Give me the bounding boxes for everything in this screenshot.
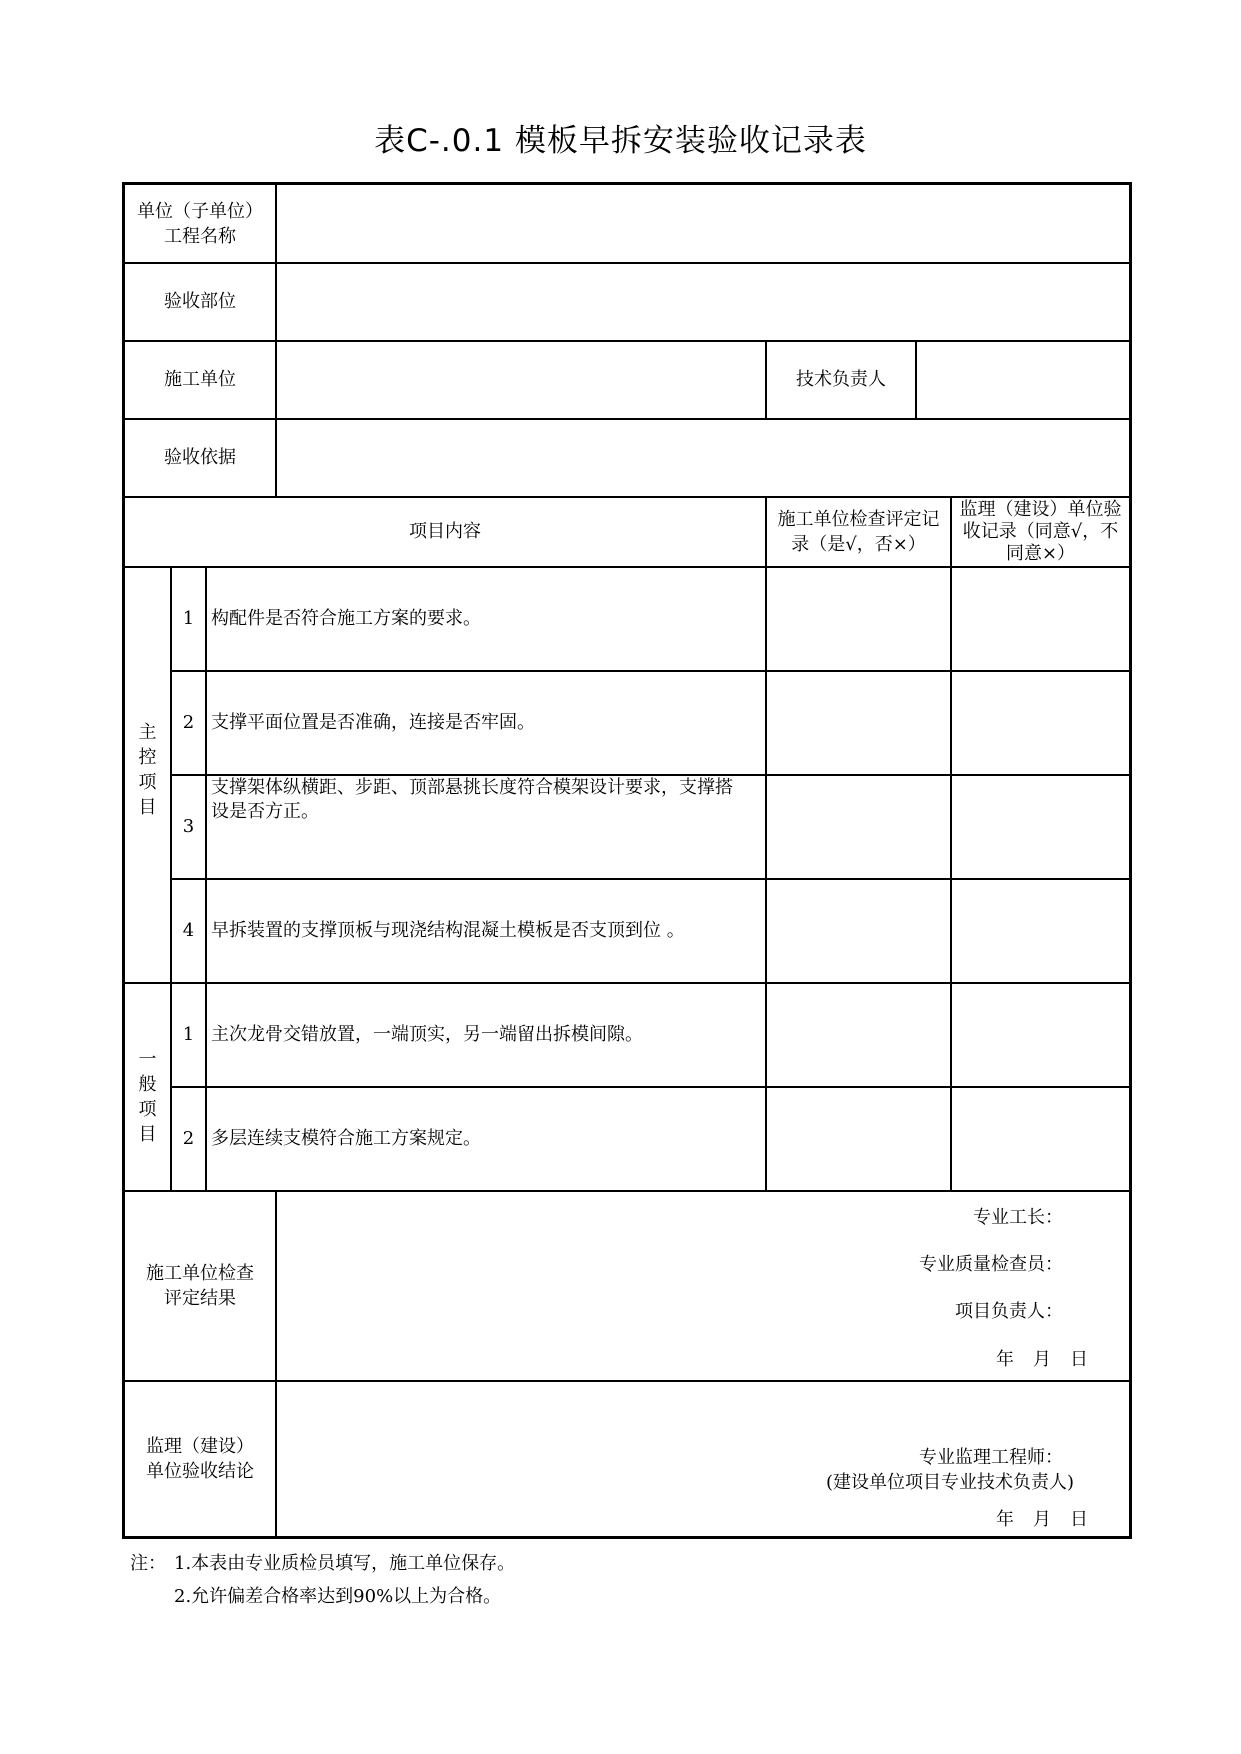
item-number: 3: [182, 816, 195, 837]
item-number: 1: [182, 608, 195, 629]
item-text: 构配件是否符合施工方案的要求。: [211, 608, 481, 629]
col-divider: [915, 340, 917, 418]
month-label: 月: [1033, 1349, 1051, 1370]
supervision-engineer-note: (建设单位项目专业技术负责人): [825, 1472, 1074, 1493]
foreman-signature-label: 专业工长：: [973, 1207, 1063, 1228]
note-line: 2.允许偏差合格率达到90%以上为合格。: [174, 1586, 502, 1607]
page-title: 表C-.0.1 模板早拆安装验收记录表: [374, 123, 867, 159]
construction-check-header: 施工单位检查评定记 录（是√，否×）: [777, 509, 940, 555]
note-line: 1.本表由专业质检员填写，施工单位保存。: [174, 1553, 516, 1574]
project-lead-signature-label: 项目负责人：: [955, 1301, 1063, 1322]
day-label: 日: [1070, 1349, 1088, 1370]
year-label: 年: [996, 1349, 1014, 1370]
acceptance-part-label: 验收部位: [164, 291, 236, 312]
item-text: 早拆装置的支撑顶板与现浇结构混凝土模板是否支顶到位 。: [211, 920, 685, 941]
general-group-label: 一 般 项 目: [138, 1049, 157, 1145]
unit-name-label: 单位（子单位） 工程名称: [137, 200, 263, 247]
year-label: 年: [996, 1509, 1014, 1530]
item-number: 2: [182, 1128, 195, 1149]
item-text: 主次龙骨交错放置，一端顶实，另一端留出拆模间隙。: [211, 1024, 643, 1045]
item-text: 支撑架体纵横距、步距、顶部悬挑长度符合模架设计要求，支撑搭 设是否方正。: [211, 777, 733, 822]
col-divider: [275, 185, 277, 497]
quality-inspector-signature-label: 专业质量检查员：: [919, 1254, 1063, 1275]
construction-unit-label: 施工单位: [164, 369, 236, 390]
technical-lead-label: 技术负责人: [796, 369, 886, 390]
main-control-group-label: 主 控 项 目: [138, 722, 157, 818]
supervision-record-header: 监理（建设）单位验 收记录（同意√，不 同意×）: [959, 499, 1122, 564]
supervision-engineer-signature-label: 专业监理工程师：: [919, 1447, 1063, 1468]
acceptance-basis-label: 验收依据: [164, 447, 236, 468]
item-text: 支撑平面位置是否准确，连接是否牢固。: [211, 712, 535, 733]
col-divider: [765, 496, 767, 1191]
col-divider: [950, 496, 952, 1191]
notes-prefix: 注：: [130, 1553, 166, 1574]
item-number: 4: [182, 920, 195, 941]
item-content-header: 项目内容: [409, 521, 481, 542]
supervision-conclusion-label: 监理（建设） 单位验收结论: [146, 1436, 254, 1482]
item-text: 多层连续支模符合施工方案规定。: [211, 1128, 481, 1149]
month-label: 月: [1033, 1509, 1051, 1530]
construction-result-label: 施工单位检查 评定结果: [146, 1263, 254, 1309]
item-number: 2: [182, 712, 195, 733]
acceptance-record-form: [122, 182, 1132, 1539]
item-number: 1: [182, 1024, 195, 1045]
day-label: 日: [1070, 1509, 1088, 1530]
